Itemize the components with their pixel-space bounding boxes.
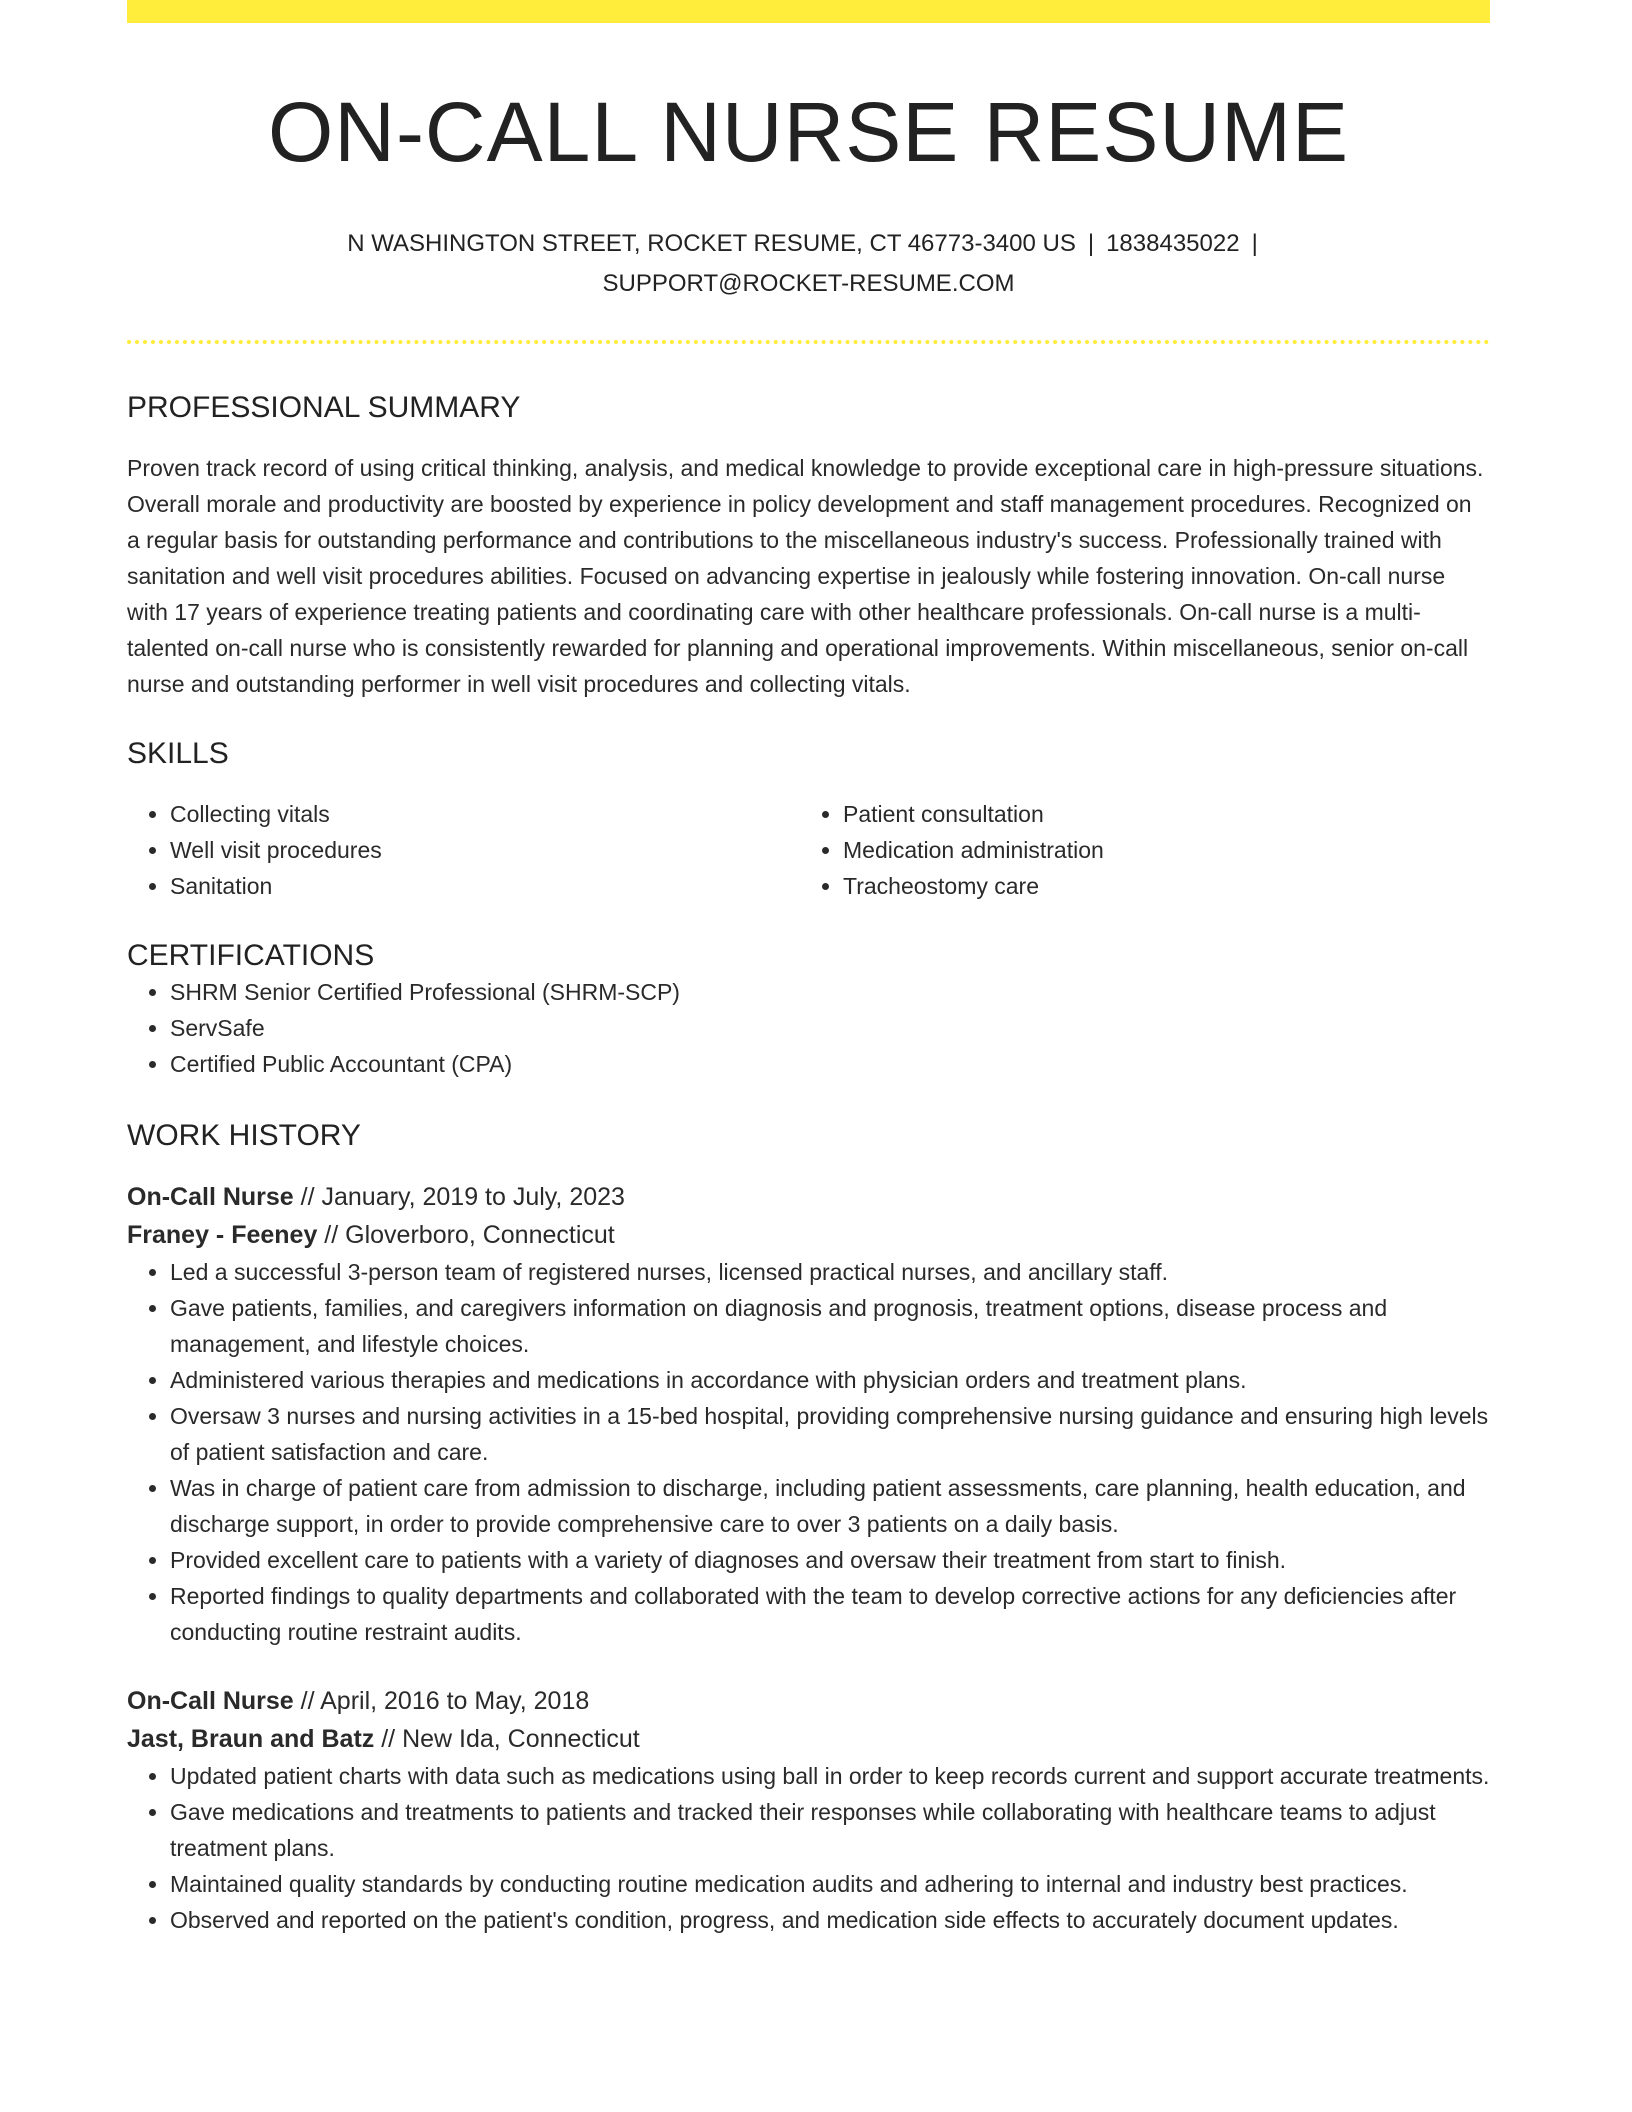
skills-column-left <box>127 796 800 904</box>
job-entry <box>127 1178 1490 1650</box>
job-dates: January, 2019 to July, 2023 <box>321 1183 625 1212</box>
job-title-line <box>127 1682 1490 1720</box>
job-title: On-Call Nurse <box>127 1183 294 1212</box>
skill-item: • Patient consultation <box>843 796 1473 832</box>
job-duty-item: • Observed and reported on the patient's condition, progress, and medication side effects to accurately document updates. <box>170 1902 1490 1938</box>
contact-phone: 1838435022 <box>1106 230 1240 258</box>
job-duties-list <box>127 1254 1490 1650</box>
header-divider <box>127 340 1490 344</box>
skills-grid <box>127 796 1490 904</box>
summary-heading: PROFESSIONAL SUMMARY <box>127 391 521 425</box>
accent-bar <box>127 0 1490 23</box>
skills-column-right <box>800 796 1473 904</box>
job-company: Jast, Braun and Batz <box>127 1725 375 1754</box>
resume-title: ON-CALL NURSE RESUME <box>267 85 1350 179</box>
job-duty-item: • Provided excellent care to patients with a variety of diagnoses and oversaw their treatment from start to finish. <box>170 1542 1490 1578</box>
job-separator: // <box>293 1183 322 1212</box>
job-duty-item: • Administered various therapies and medications in accordance with physician orders and treatment plans. <box>170 1362 1490 1398</box>
certifications-list <box>127 974 1490 1082</box>
job-company-line <box>127 1216 1490 1254</box>
job-entry <box>127 1682 1490 1938</box>
job-separator: // <box>374 1725 403 1754</box>
resume-page <box>127 0 1490 1938</box>
certification-item: • Certified Public Accountant (CPA) <box>170 1046 1490 1082</box>
job-duty-item: • Reported findings to quality departments and collaborated with the team to develop corrective actions for any deficiencies after conducting routine restraint audits. <box>170 1578 1490 1650</box>
contact-separator: | <box>1251 230 1258 258</box>
contact-info <box>127 224 1490 304</box>
job-title-line <box>127 1178 1490 1216</box>
certification-item: • ServSafe <box>170 1010 1490 1046</box>
job-separator: // <box>293 1687 321 1716</box>
skills-heading: SKILLS <box>127 737 229 771</box>
job-duty-item: • Gave medications and treatments to patients and tracked their responses while collaborating with healthcare teams to adjust treatment plans. <box>170 1794 1490 1866</box>
job-company: Franey - Feeney <box>127 1221 318 1250</box>
job-separator: // <box>317 1221 346 1250</box>
job-duty-item: • Led a successful 3-person team of registered nurses, licensed practical nurses, and ancillary staff. <box>170 1254 1490 1290</box>
job-duty-item: • Gave patients, families, and caregivers information on diagnosis and prognosis, treatment options, disease process and management, and lifestyle choices. <box>170 1290 1490 1362</box>
contact-address: N WASHINGTON STREET, ROCKET RESUME, CT 46773-3400 US <box>347 230 1076 258</box>
skill-item: • Tracheostomy care <box>843 868 1473 904</box>
job-duty-item: • Updated patient charts with data such as medications using ball in order to keep records current and support accurate treatments. <box>170 1758 1490 1794</box>
contact-email: SUPPORT@ROCKET-RESUME.COM <box>602 270 1015 298</box>
job-location: New Ida, Connecticut <box>402 1725 640 1754</box>
job-duty-item: • Was in charge of patient care from admission to discharge, including patient assessments, care planning, health education, and discharge support, in order to provide comprehensive care to over 3 patients on a daily basis. <box>170 1470 1490 1542</box>
job-duty-item: • Maintained quality standards by conducting routine medication audits and adhering to internal and industry best practices. <box>170 1866 1490 1902</box>
skills-list-left <box>127 796 800 904</box>
job-duties-list <box>127 1758 1490 1938</box>
certification-item: • SHRM Senior Certified Professional (SHRM-SCP) <box>170 974 1490 1010</box>
job-dates: April, 2016 to May, 2018 <box>320 1687 590 1716</box>
skills-list-right <box>800 796 1473 904</box>
job-duty-item: • Oversaw 3 nurses and nursing activities in a 15-bed hospital, providing comprehensive nursing guidance and ensuring high levels of patient satisfaction and care. <box>170 1398 1490 1470</box>
summary-text: Proven track record of using critical thinking, analysis, and medical knowledge to provide exceptional care in high-pressure situations. Overall morale and productivity are boosted by experience in policy development and staff management procedures. Recognized on a regular basis for outstanding performance and contributions to the miscellaneous industry's success. Professionally trained with sanitation and well visit procedures abilities. Focused on advancing expertise in jealously while fostering innovation. On-call nurse with 17 years of experience treating patients and coordinating care with other healthcare professionals. On-call nurse is a multi-talented on-call nurse who is consistently rewarded for planning and operational improvements. Within miscellaneous, senior on-call nurse and outstanding performer in well visit procedures and collecting vitals. <box>127 455 1484 698</box>
skill-item: • Sanitation <box>170 868 800 904</box>
work-history-heading: WORK HISTORY <box>127 1119 361 1153</box>
skill-item: • Collecting vitals <box>170 796 800 832</box>
job-company-line <box>127 1720 1490 1758</box>
certifications-heading: CERTIFICATIONS <box>127 939 375 973</box>
skill-item: • Well visit procedures <box>170 832 800 868</box>
job-title: On-Call Nurse <box>127 1687 294 1716</box>
contact-separator: | <box>1087 230 1095 258</box>
job-location: Gloverboro, Connecticut <box>345 1221 615 1250</box>
skill-item: • Medication administration <box>843 832 1473 868</box>
